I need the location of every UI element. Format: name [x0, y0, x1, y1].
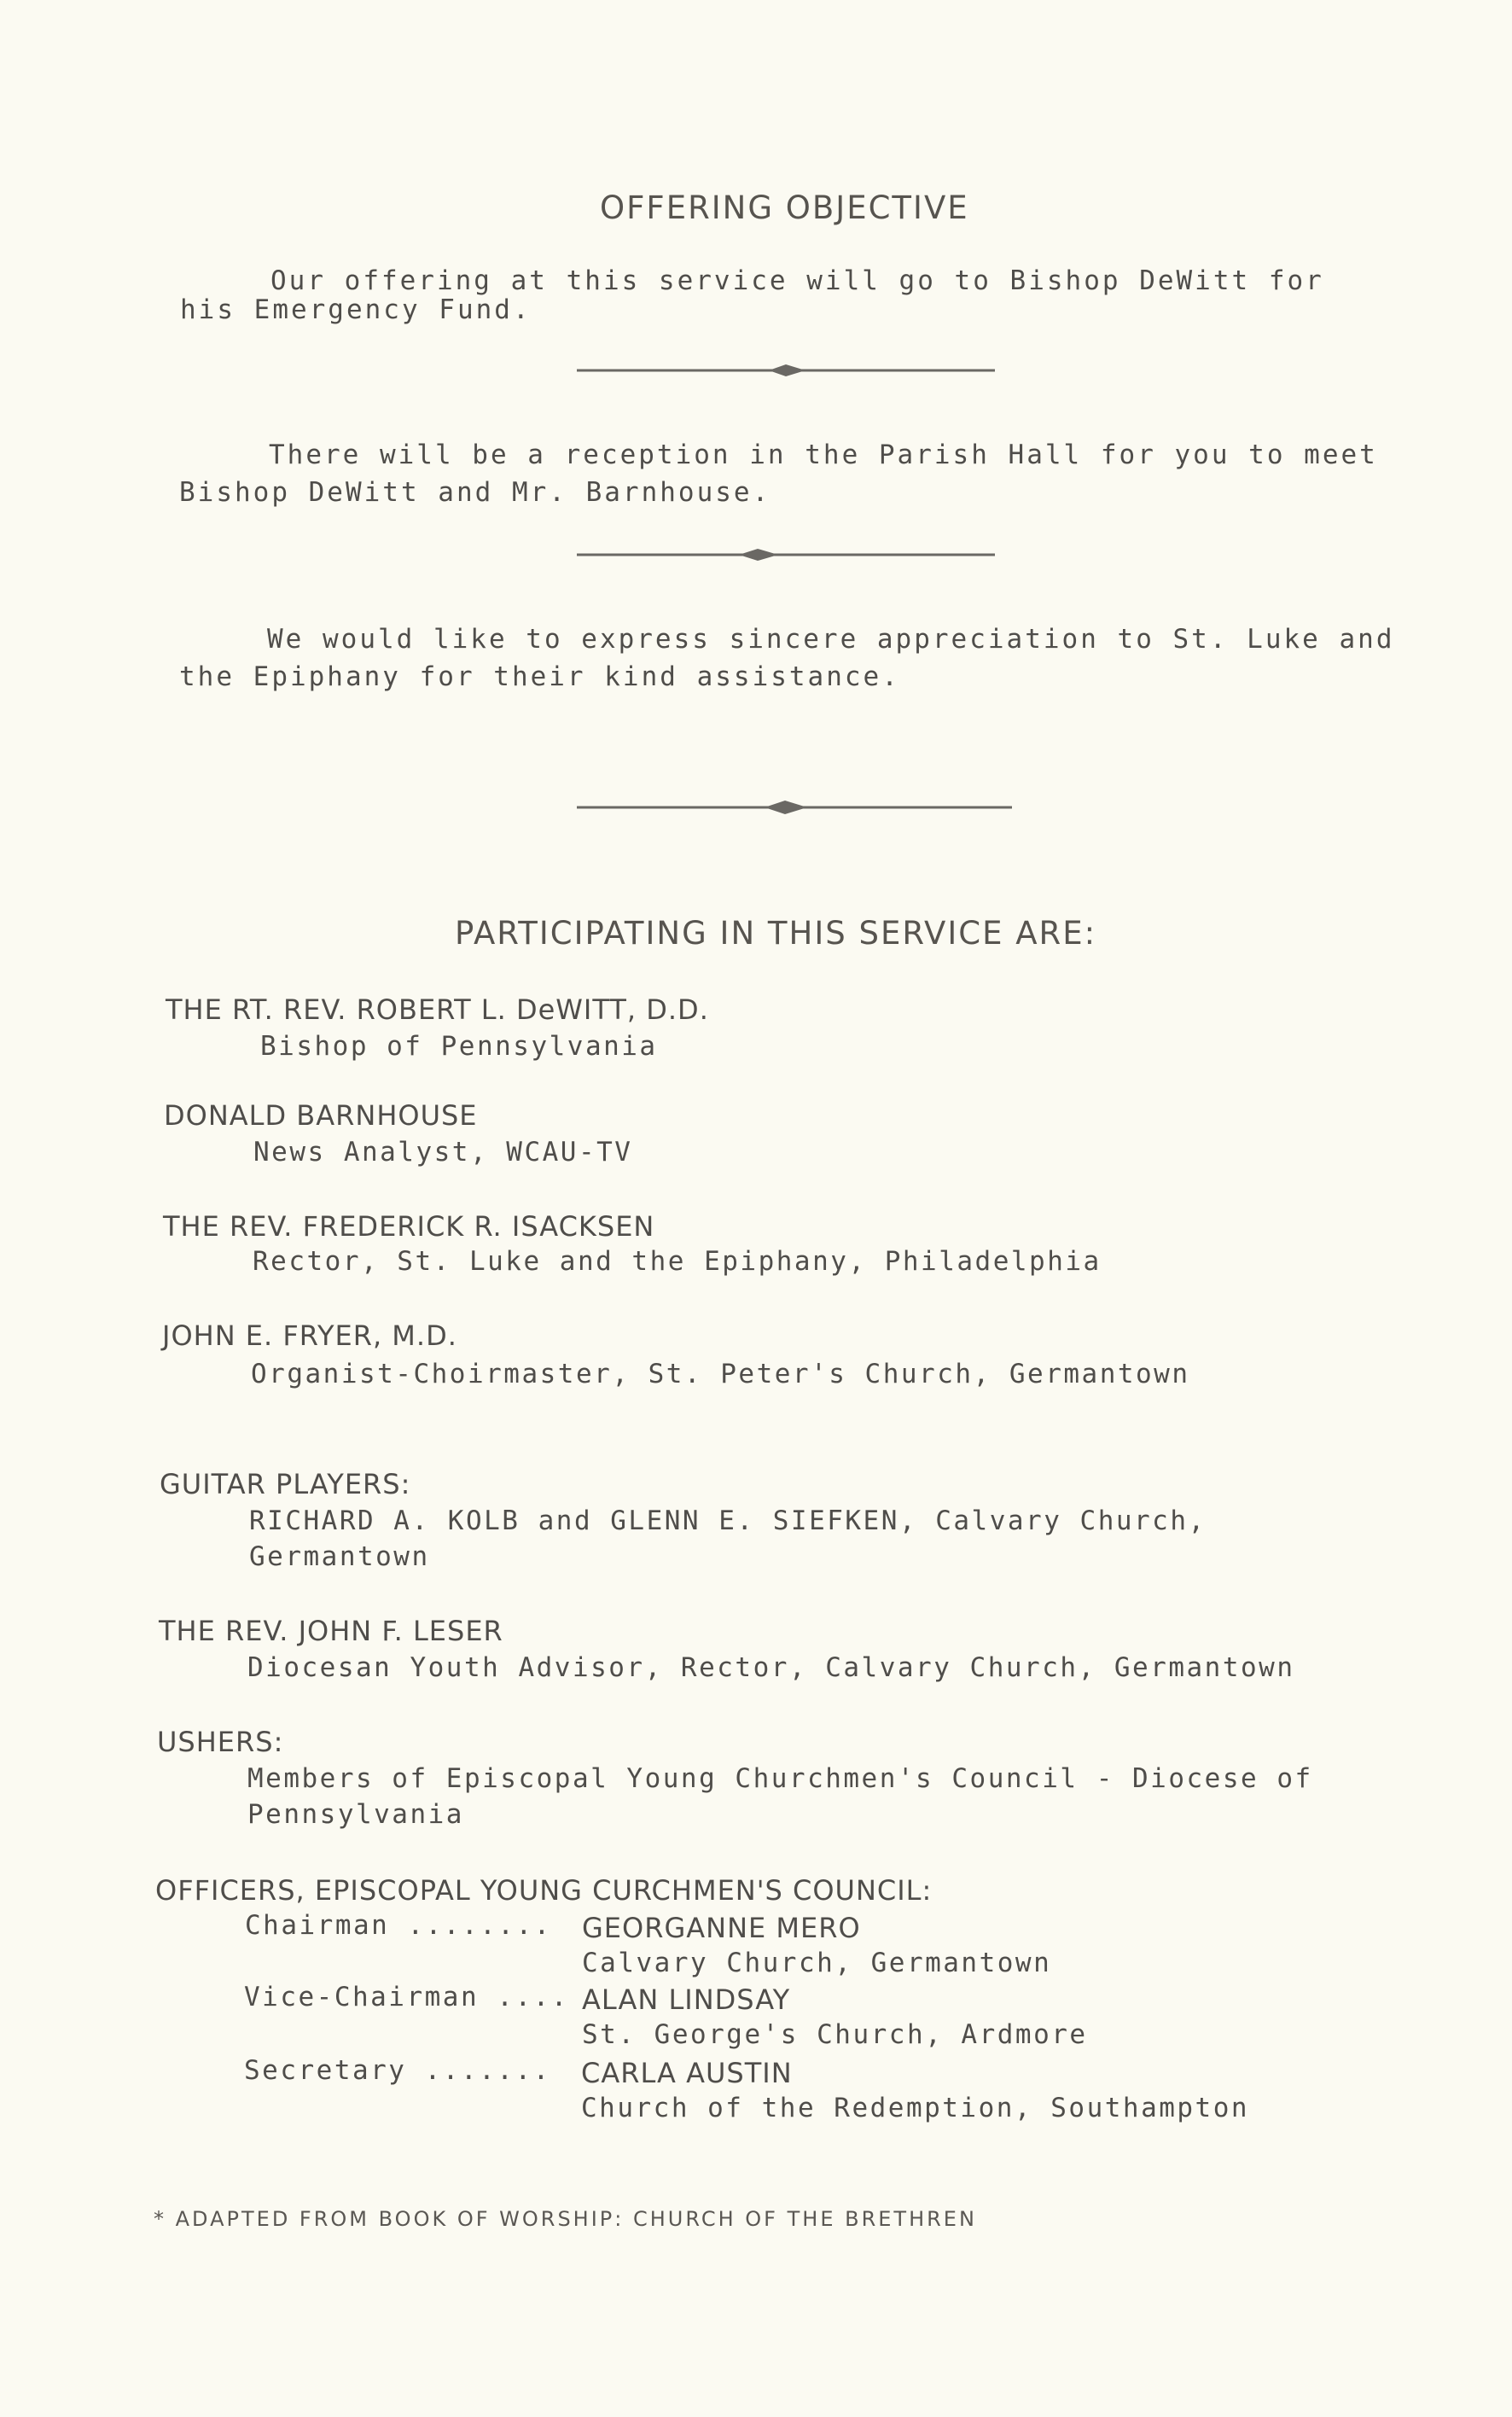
guitar-label: GUITAR PLAYERS: — [160, 1468, 411, 1500]
reception-line-1: There will be a reception in the Parish Hall for you to meet — [269, 440, 1378, 470]
guitar-line-1: RICHARD A. KOLB and GLENN E. SIEFKEN, Calvary Church, — [249, 1506, 1207, 1536]
guitar-line-2: Germantown — [249, 1541, 430, 1572]
officer-title: Chairman ........ — [245, 1910, 552, 1941]
appreciation-line-2: the Epiphany for their kind assistance. — [179, 661, 900, 692]
officer-church: Calvary Church, Germantown — [582, 1948, 1052, 1978]
officer-church: St. George's Church, Ardmore — [582, 2019, 1088, 2050]
ushers-label: USHERS: — [157, 1726, 284, 1758]
officer-name: GEORGANNE MERO — [582, 1912, 861, 1944]
offering-line-2: his Emergency Fund. — [180, 294, 532, 325]
participant-role: News Analyst, WCAU-TV — [253, 1137, 633, 1168]
ornamental-divider-3 — [577, 795, 1012, 819]
officers-label: OFFICERS, EPISCOPAL YOUNG CURCHMEN'S COUNCIL: — [155, 1874, 933, 1907]
footnote: * ADAPTED FROM BOOK OF WORSHIP: CHURCH OF THE BRETHREN — [154, 2207, 977, 2231]
ushers-line-2: Pennsylvania — [247, 1799, 464, 1830]
participant-role: Rector, St. Luke and the Epiphany, Philadelphia — [253, 1246, 1102, 1277]
participants-title: PARTICIPATING IN THIS SERVICE ARE: — [455, 915, 1097, 952]
officer-title: Secretary ....... — [244, 2055, 551, 2086]
ushers-line-1: Members of Episcopal Young Churchmen's Council - Diocese of — [247, 1763, 1313, 1794]
participant-role: Organist-Choirmaster, St. Peter's Church, Germantown — [251, 1359, 1190, 1389]
participant-name: THE RT. REV. ROBERT L. DeWITT, D.D. — [166, 993, 709, 1026]
officer-church: Church of the Redemption, Southampton — [581, 2093, 1250, 2123]
officer-name: ALAN LINDSAY — [582, 1983, 791, 2016]
ornamental-divider-1 — [577, 358, 995, 382]
appreciation-line-1: We would like to express sincere appreciation to St. Luke and — [267, 624, 1395, 655]
participant-role: Bishop of Pennsylvania — [260, 1031, 658, 1062]
officer-name: CARLA AUSTIN — [581, 2057, 793, 2089]
offering-line-1: Our offering at this service will go to Bishop DeWitt for — [270, 265, 1324, 296]
officer-title: Vice-Chairman .... — [244, 1982, 569, 2012]
participant-name: THE REV. FREDERICK R. ISACKSEN — [163, 1210, 655, 1243]
offering-title: OFFERING OBJECTIVE — [600, 189, 969, 226]
ornamental-divider-2 — [577, 543, 995, 567]
participant-name: JOHN E. FRYER, M.D. — [162, 1319, 457, 1352]
participant-name: DONALD BARNHOUSE — [164, 1099, 478, 1132]
reception-line-2: Bishop DeWitt and Mr. Barnhouse. — [179, 477, 771, 508]
participant-name: THE REV. JOHN F. LESER — [159, 1615, 503, 1647]
participant-role: Diocesan Youth Advisor, Rector, Calvary Church, Germantown — [247, 1652, 1295, 1683]
